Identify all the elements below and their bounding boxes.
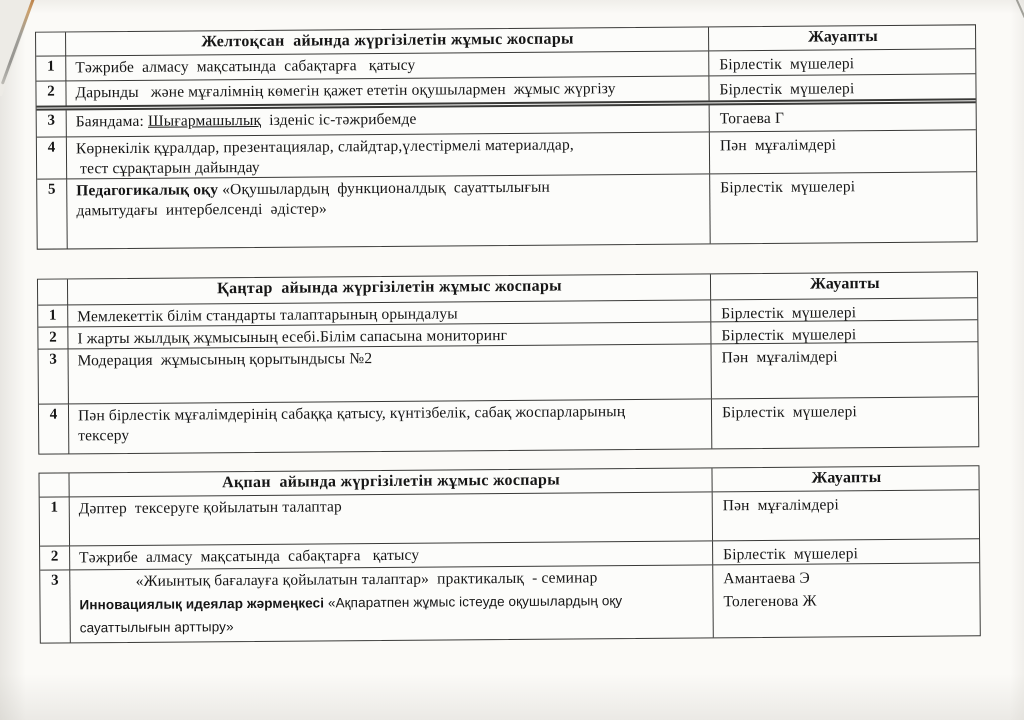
table-row — [37, 129, 976, 178]
responsible-column-header: Жауапты — [808, 28, 879, 46]
table-row — [37, 171, 977, 248]
task-text: Көрнекілік құралдар, презентациялар, слайдтар,үлестірмелі материалдар, тест сұрақтарын дайындау — [67, 132, 710, 178]
table-title-february: Ақпан айында жүргізілетін жұмыс жоспары — [69, 468, 712, 496]
task-text-rest: «Оқушылардың функционалдық сауаттылығын дамытудағы интербелсенді әдістер» — [76, 178, 551, 220]
responsible-column-header: Жауапты — [811, 469, 882, 487]
task-text: Тәжрибе алмасу мақсатында сабақтарға қатысу — [70, 541, 713, 569]
task-text-line2-bold: Инновациялық идеялар жәрмеңкесі — [79, 595, 325, 613]
row-number: 3 — [37, 110, 67, 136]
row-number: 2 — [40, 546, 70, 569]
row-number: 5 — [37, 179, 68, 248]
row-number: 2 — [38, 327, 68, 348]
task-text: Модерация жұмысының қорытындысы №2 — [69, 344, 712, 403]
table-february-plan — [38, 465, 980, 643]
number-column-header — [39, 473, 69, 496]
task-text-line2-rest: «Ақпаратпен жұмыс істеуде оқушылардың оқу сауаттылығын арттыру» — [79, 592, 627, 636]
responsible-text: Бірлестік мүшелері — [721, 304, 857, 323]
task-text — [67, 174, 711, 248]
responsible-text: Амантаева Э Толегенова Ж — [723, 569, 817, 611]
task-text: Пән бірлестік мұғалімдерінің сабаққа қатысу, күнтізбелік, сабақ жоспарларының тексеру — [69, 399, 712, 453]
task-text: Дарынды және мұғалімнің көмегін қажет ететін оқушылармен жұмыс жүргізу — [66, 76, 709, 105]
task-text — [70, 565, 714, 642]
task-text-suffix: ізденіс іс-тәжрибемде — [261, 110, 417, 129]
task-text: Дәптер тексеруге қойылатын талаптар — [70, 492, 713, 545]
task-text — [67, 105, 710, 136]
responsible-text: Бірлестік мүшелері — [719, 55, 855, 74]
responsible-text: Бірлестік мүшелері — [719, 80, 855, 99]
row-number: 4 — [37, 137, 67, 178]
row-number: 1 — [36, 56, 66, 80]
task-text: Тәжрибе алмасу мақсатында сабақтарға қатысу — [66, 51, 709, 80]
responsible-column-header: Жауапты — [810, 275, 881, 293]
task-text-underlined: Шығармашылық — [147, 111, 262, 130]
number-column-header — [38, 279, 68, 304]
responsible-text: Пән мұғалімдері — [721, 348, 838, 367]
row-number: 2 — [36, 81, 66, 105]
row-number: 1 — [40, 497, 70, 545]
responsible-text: Бірлестік мүшелері — [721, 403, 857, 422]
responsible-text: Бірлестік мүшелері — [723, 545, 859, 564]
table-title-january: Қаңтар айында жүргізілетін жұмыс жоспары — [68, 274, 711, 304]
row-number: 1 — [38, 305, 68, 326]
table-row — [40, 489, 979, 545]
responsible-text: Пән мұғалімдері — [722, 496, 839, 515]
table-row — [39, 396, 978, 453]
task-text-bold: Педагогикалық оқу — [76, 181, 219, 200]
table-row — [40, 562, 980, 642]
row-number: 4 — [39, 404, 69, 453]
table-title-december: Желтоқсан айында жүргізілетін жұмыс жоспары — [66, 27, 709, 55]
number-column-header — [36, 32, 66, 55]
responsible-text: Бірлестік мүшелері — [720, 178, 856, 197]
table-row — [39, 341, 978, 403]
task-text: Мемлекеттік білім стандарты талаптарының орындалуы — [68, 300, 711, 326]
responsible-text: Пән мұғалімдері — [719, 136, 837, 155]
document-content — [35, 24, 981, 643]
responsible-text: Бірлестік мүшелері — [721, 326, 857, 345]
row-number: 3 — [40, 570, 71, 642]
task-text-line1: «Жиынтық бағалауға қойылатын талаптар» практикалық - семинар — [79, 569, 598, 591]
table-january-plan — [37, 271, 979, 454]
table-december-plan — [35, 24, 978, 249]
task-text: І жарты жылдық жұмысының есебі.Білім сапасына мониторинг — [68, 322, 711, 348]
page-corner-mark-top-right — [1014, 0, 1024, 18]
task-text-line2 — [79, 588, 704, 640]
responsible-text: Тогаева Г — [719, 109, 785, 128]
row-number: 3 — [39, 349, 69, 403]
task-text-prefix: Баяндама: — [75, 112, 149, 131]
